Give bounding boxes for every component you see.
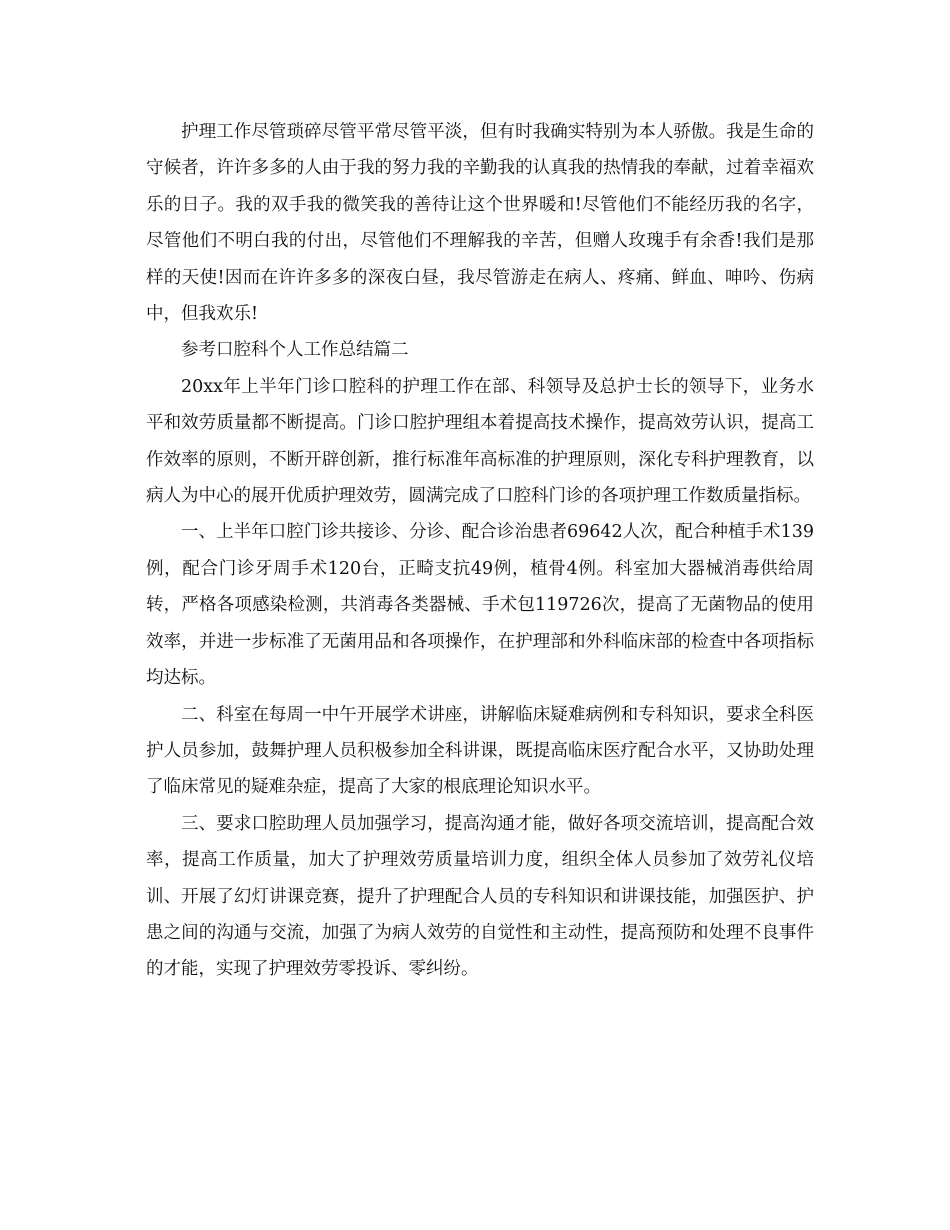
- paragraph-item-2: 二、科室在每周一中午开展学术讲座，讲解临床疑难病例和专科知识，要求全科医护人员参加，鼓舞护理人员积极参加全科讲课，既提高临床医疗配合水平，又协助处理了临床常见的疑难杂症，提高了大家的根底理论知识水平。: [146, 704, 814, 798]
- paragraph-intro: 20xx年上半年门诊口腔科的护理工作在部、科领导及总护士长的领导下，业务水平和效劳质量都不断提高。门诊口腔护理组本着提高技术操作，提高效劳认识，提高工作效率的原则，不断开辟创新，推行标准年高标准的护理原则，深化专科护理教育，以病人为中心的展开优质护理效劳，圆满完成了口腔科门诊的各项护理工作数质量指标。: [146, 376, 814, 507]
- section-heading: 参考口腔科个人工作总结篇二: [181, 340, 409, 361]
- document-body: [146, 114, 814, 988]
- paragraph-item-3: 三、要求口腔助理人员加强学习，提高沟通才能，做好各项交流培训，提高配合效率，提高工作质量，加大了护理效劳质量培训力度，组织全体人员参加了效劳礼仪培训、开展了幻灯讲课竞赛，提升了护理配合人员的专科知识和讲课技能，加强医护、护患之间的沟通与交流，加强了为病人效劳的自觉性和主动性，提高预防和处理不良事件的才能，实现了护理效劳零投诉、零纠纷。: [146, 813, 814, 980]
- paragraph-item-1: 一、上半年口腔门诊共接诊、分诊、配合诊治患者69642人次，配合种植手术139例，配合门诊牙周手术120台，正畸支抗49例，植骨4例。科室加大器械消毒供给周转，严格各项感染检测，共消毒各类器械、手术包119726次，提高了无菌物品的使用效率，并进一步标准了无菌用品和各项操作，在护理部和外科临床部的检查中各项指标均达标。: [146, 522, 814, 689]
- paragraph-closing-reflection: 护理工作尽管琐碎尽管平常尽管平淡，但有时我确实特别为本人骄傲。我是生命的守候者，许许多多的人由于我的努力我的辛勤我的认真我的热情我的奉献，过着幸福欢乐的日子。我的双手我的微笑我的善待让这个世界暖和!尽管他们不能经历我的名字，尽管他们不明白我的付出，尽管他们不理解我的辛苦，但赠人玫瑰手有余香!我们是那样的天使!因而在许许多多的深夜白昼，我尽管游走在病人、疼痛、鲜血、呻吟、伤病中，但我欢乐!: [146, 122, 814, 325]
